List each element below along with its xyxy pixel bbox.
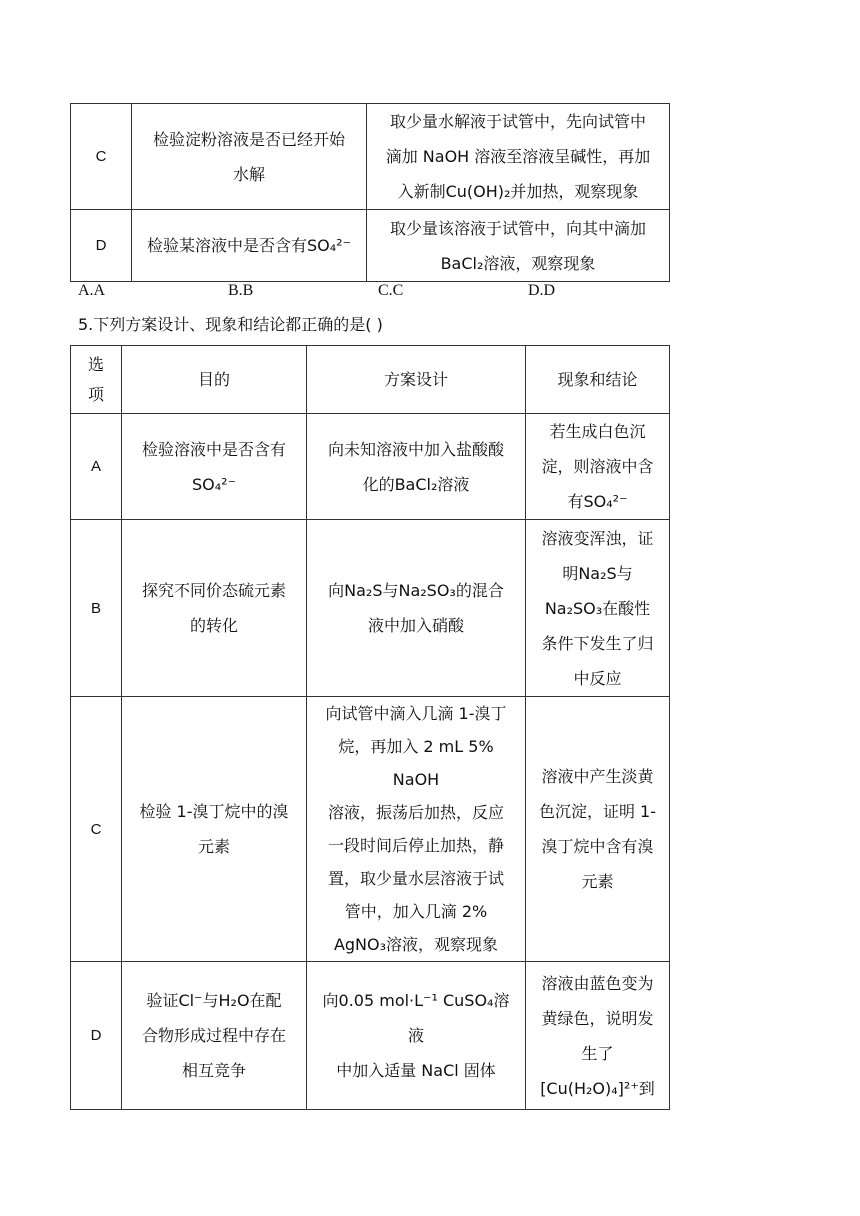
answer-choice[interactable]: D.D [528, 282, 556, 299]
table-row [71, 520, 670, 697]
design-cell: 向Na₂S与Na₂SO₃的混合 液中加入硝酸 [307, 520, 526, 697]
table-row [71, 414, 670, 520]
result-cell: 溶液变浑浊，证 明Na₂S与 Na₂SO₃在酸性 条件下发生了归 中反应 [526, 520, 670, 697]
header-purpose: 目的 [122, 346, 307, 414]
design-cell: 向试管中滴入几滴 1-溴丁 烷，再加入 2 mL 5% NaOH 溶液，振荡后加热，反应 一段时间后停止加热，静 置，取少量水层溶液于试 管中，加入几滴 2% AgNO₃溶液，观察现象 [307, 697, 526, 962]
design-cell: 取少量该溶液于试管中，向其中滴加 BaCl₂溶液，观察现象 [367, 210, 670, 282]
header-result: 现象和结论 [526, 346, 670, 414]
purpose-cell: 检验 1-溴丁烷中的溴 元素 [122, 697, 307, 962]
answer-choices [78, 282, 678, 304]
purpose-cell: 检验淀粉溶液是否已经开始 水解 [132, 104, 367, 210]
result-cell: 若生成白色沉 淀，则溶液中含 有SO₄²⁻ [526, 414, 670, 520]
table-header-row [71, 346, 670, 414]
table-row [71, 962, 670, 1110]
purpose-cell: 探究不同价态硫元素 的转化 [122, 520, 307, 697]
answer-choice[interactable]: B.B [228, 282, 254, 299]
table-row [71, 210, 670, 282]
option-label: A [71, 414, 122, 520]
result-cell: 溶液由蓝色变为 黄绿色，说明发 生了 [Cu(H₂O)₄]²⁺到 [526, 962, 670, 1110]
table-row [71, 104, 670, 210]
result-cell: 溶液中产生淡黄 色沉淀，证明 1- 溴丁烷中含有溴 元素 [526, 697, 670, 962]
header-design: 方案设计 [307, 346, 526, 414]
header-option: 选 项 [71, 346, 122, 414]
option-label: D [71, 962, 122, 1110]
answer-choice[interactable]: C.C [378, 282, 404, 299]
design-cell: 向0.05 mol·L⁻¹ CuSO₄溶液 中加入适量 NaCl 固体 [307, 962, 526, 1110]
purpose-cell: 检验某溶液中是否含有SO₄²⁻ [132, 210, 367, 282]
option-label: C [71, 104, 132, 210]
design-cell: 向未知溶液中加入盐酸酸 化的BaCl₂溶液 [307, 414, 526, 520]
question-text: 5.下列方案设计、现象和结论都正确的是( ) [78, 315, 383, 334]
table-row [71, 697, 670, 962]
table-options-c-d [70, 103, 670, 282]
purpose-cell: 验证Cl⁻与H₂O在配 合物形成过程中存在 相互竞争 [122, 962, 307, 1110]
purpose-cell: 检验溶液中是否含有 SO₄²⁻ [122, 414, 307, 520]
table-question-5 [70, 345, 670, 1110]
option-label: D [71, 210, 132, 282]
option-label: B [71, 520, 122, 697]
design-cell: 取少量水解液于试管中，先向试管中 滴加 NaOH 溶液至溶液呈碱性，再加 入新制Cu(OH)₂并加热，观察现象 [367, 104, 670, 210]
option-label: C [71, 697, 122, 962]
answer-choice[interactable]: A.A [78, 282, 106, 299]
